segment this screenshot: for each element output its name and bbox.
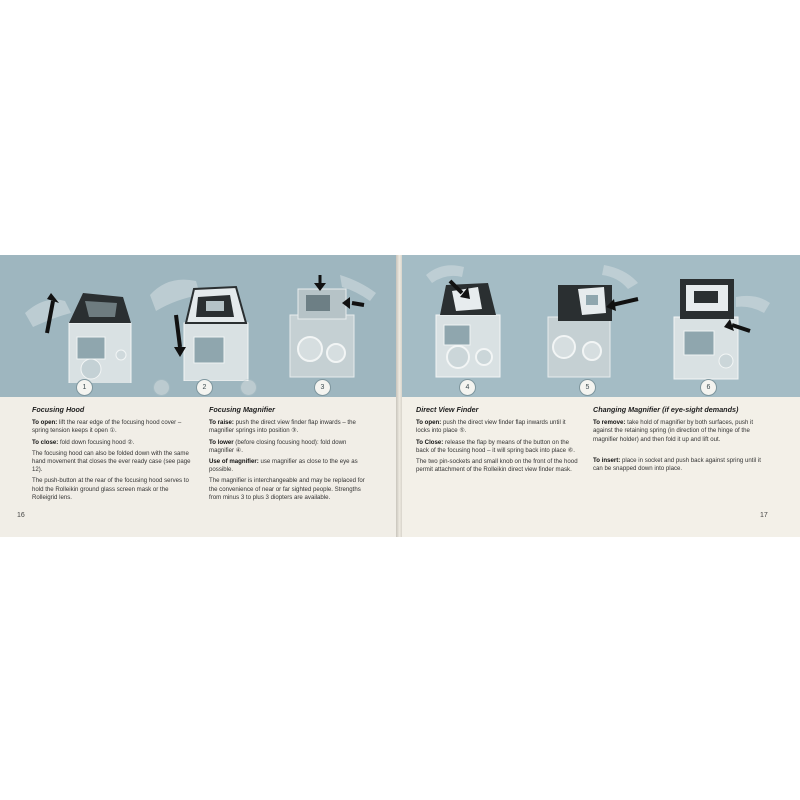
booklet-spread — [0, 255, 800, 537]
paragraph: To Close: release the flap by means of the button on the back of the focusing hood – it will spring back into place ⑥. — [416, 438, 575, 454]
page-number-left: 16 — [17, 512, 25, 519]
figure-number-2: 2 — [196, 379, 213, 396]
paragraph: The two pin-sockets and small knob on the front of the hood permit attachment of the Rolleikin direct view finder mask. — [416, 458, 578, 474]
focusing-magnifier-section — [209, 406, 371, 505]
paragraph: Use of magnifier: use magnifier as close to the eye as possible. — [209, 458, 358, 474]
figure-number-5: 5 — [579, 379, 596, 396]
paragraph: To insert: place in socket and push back against spring until it can be snapped down into place. — [593, 456, 761, 473]
section-title: Focusing Magnifier — [209, 405, 275, 414]
camera-illustration-5 — [542, 265, 652, 381]
paragraph: To close: fold down focusing hood ②. — [32, 438, 135, 446]
paragraph: To open: lift the rear edge of the focusing hood cover – spring tension keeps it open ①. — [32, 419, 182, 435]
figure-number-4: 4 — [459, 379, 476, 396]
camera-illustration-4 — [422, 261, 522, 381]
section-title: Changing Magnifier (if eye-sight demands) — [593, 405, 739, 414]
changing-magnifier-section — [593, 406, 761, 476]
right-page — [402, 255, 800, 537]
camera-illustration-2 — [150, 267, 250, 381]
paragraph: To open: push the direct view finder flap inwards until it locks into place ⑤. — [416, 419, 566, 435]
left-page — [0, 255, 396, 537]
paragraph: To raise: push the direct view finder flap inwards – the magnifier springs into position ③. — [209, 419, 356, 435]
camera-illustration-6 — [664, 269, 774, 381]
camera-illustration-3 — [280, 275, 380, 379]
figure-number-1: 1 — [76, 379, 93, 396]
section-title: Focusing Hood — [32, 405, 85, 414]
section-title: Direct View Finder — [416, 405, 479, 414]
focusing-hood-section — [32, 406, 192, 505]
paragraph: The focusing hood can also be folded down with the same hand movement that closes the ever ready case (see page 12). — [32, 449, 191, 474]
figure-ghost-marker — [240, 379, 257, 396]
figure-number-3: 3 — [314, 379, 331, 396]
direct-view-finder-section — [416, 406, 580, 477]
paragraph: To remove: take hold of magnifier by both surfaces, push it against the retaining spring (in direction of the hinge of the magnifier holder) and then fold it up and lift out. — [593, 419, 754, 443]
camera-illustration-1 — [25, 273, 145, 383]
paragraph: The magnifier is interchangeable and may be replaced for the convenience of near or far sighted people. Strengths from minus 3 to plus 3 diopters are available. — [209, 477, 365, 501]
illustration-band — [402, 255, 800, 397]
paragraph: The push-button at the rear of the focusing hood serves to hold the Rolleikin ground glass screen mask or the Rolleigrid lens. — [32, 477, 189, 501]
paragraph: To lower (before closing focusing hood): fold down magnifier ④. — [209, 438, 347, 454]
illustration-band — [0, 255, 396, 397]
figure-ghost-marker — [153, 379, 170, 396]
page-number-right: 17 — [760, 512, 768, 519]
figure-number-6: 6 — [700, 379, 717, 396]
